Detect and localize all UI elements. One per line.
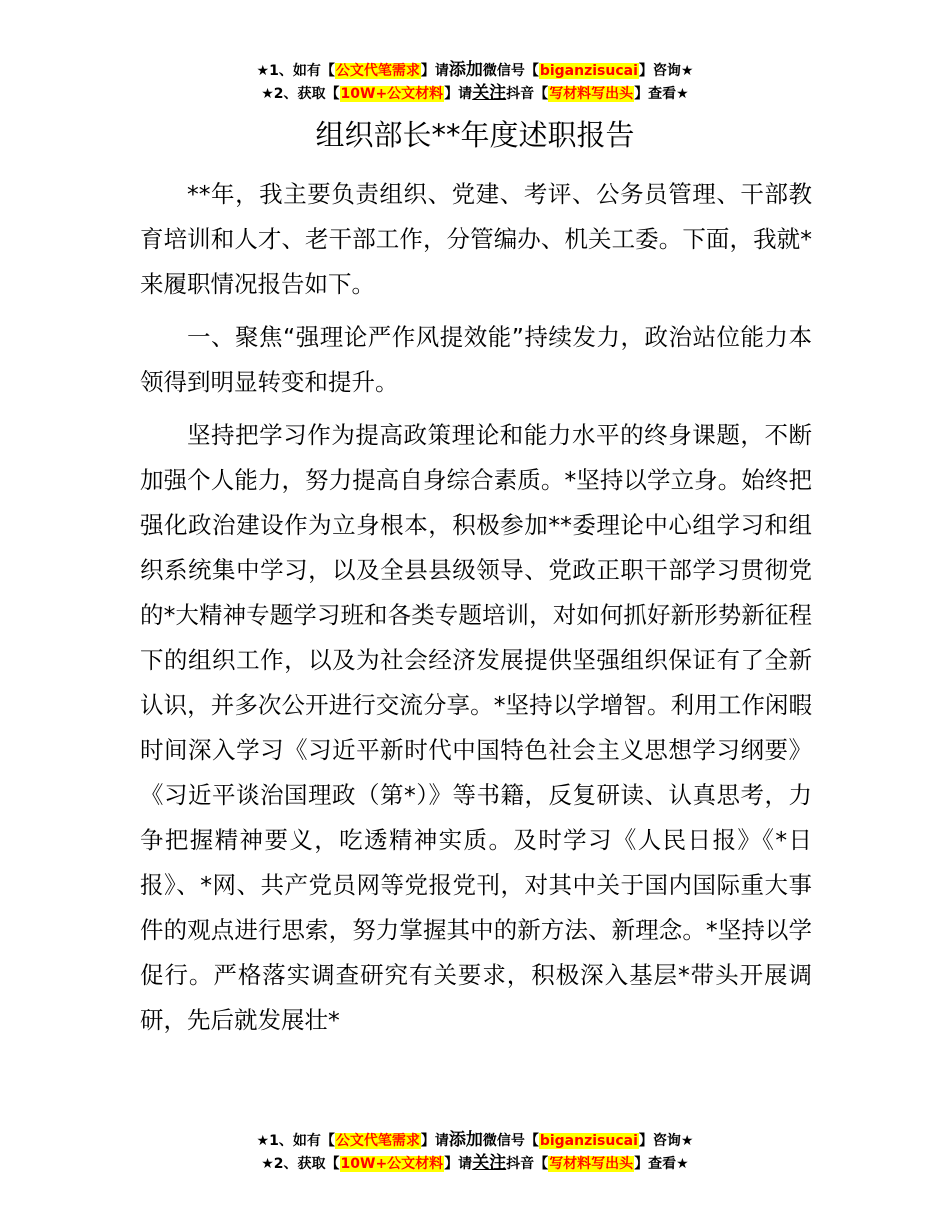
section-heading: 一、聚焦“强理论严作风提效能”持续发力，政治站位能力本领得到明显转变和提升。	[140, 323, 812, 396]
highlight-wechat-id: biganzisucai	[539, 1133, 638, 1149]
banner-text: 】咨询★	[638, 1133, 694, 1149]
paragraph-intro: **年，我主要负责组织、党建、考评、公务员管理、干部教育培训和人才、老干部工作，分管编办、机关工委。下面，我就*来履职情况报告如下。	[140, 180, 812, 298]
paragraph-study: 坚持把学习作为提高政策理论和能力水平的终身课题，不断加强个人能力，努力提高自身综合素质。*坚持以学立身。始终把强化政治建设作为立身根本，积极参加**委理论中心组学习和组织系统集中学习，以及全县县级领导、党政正职干部学习贯彻党的*大精神专题学习班和各类专题培训，对如何抓好新形势新征程下的组织工作，以及为社会经济发展提供坚强组织保证有了全新认识，并多次公开进行交流分享。*坚持以学增智。利用工作闲暇时间深入学习《习近平新时代中国特色社会主义思想学习纲要》《习近平谈治国理政（第*）》等书籍，反复研读、认真思考，力争把握精神要义，吃透精神实质。及时学习《人民日报》《*日报》、*网、共产党员网等党报党刊，对其中关于国内国际重大事件的观点进行思索，努力掌握其中的新方法、新理念。*坚持以学促行。严格落实调查研究有关要求，积极深入基层*带头开展调研，先后就发展壮*	[140, 421, 812, 1034]
banner-text: 】请	[420, 63, 449, 79]
banner-text: 抖音【	[506, 1156, 549, 1172]
banner-text: 】请	[444, 86, 473, 102]
highlight-ghostwriting: 公文代笔需求	[335, 1133, 420, 1149]
banner-line-2	[0, 82, 950, 105]
banner-text: 微信号【	[482, 63, 539, 79]
banner-text: ★2、获取【	[261, 1156, 340, 1172]
banner-text: ★1、如有【	[256, 63, 335, 79]
banner-text: ★1、如有【	[256, 1133, 335, 1149]
banner-text-emphasis: 关注	[472, 1153, 507, 1173]
document-title: 组织部长**年度述职报告	[315, 118, 635, 152]
highlight-ghostwriting: 公文代笔需求	[335, 63, 420, 79]
highlight-douyin-account: 写材料写出头	[549, 86, 634, 102]
banner-text: ★2、获取【	[261, 86, 340, 102]
banner-text: 】咨询★	[638, 63, 694, 79]
banner-text: 微信号【	[482, 1133, 539, 1149]
banner-line-1	[0, 1129, 950, 1152]
highlight-douyin-account: 写材料写出头	[549, 1156, 634, 1172]
banner-text-emphasis: 添加	[448, 60, 483, 80]
banner-text-emphasis: 添加	[448, 1130, 483, 1150]
document-body	[140, 172, 812, 1043]
banner-text: 】请	[420, 1133, 449, 1149]
banner-text: 抖音【	[506, 86, 549, 102]
banner-line-2	[0, 1152, 950, 1175]
highlight-materials: 10W+公文材料	[340, 1156, 444, 1172]
banner-text: 】请	[444, 1156, 473, 1172]
banner-text-emphasis: 关注	[472, 83, 507, 103]
banner-text: 】查看★	[634, 86, 689, 102]
highlight-wechat-id: biganzisucai	[539, 63, 638, 79]
banner-line-1	[0, 59, 950, 82]
banner-text: 】查看★	[634, 1156, 689, 1172]
header-banner	[0, 59, 950, 105]
footer-banner	[0, 1129, 950, 1175]
highlight-materials: 10W+公文材料	[340, 86, 444, 102]
